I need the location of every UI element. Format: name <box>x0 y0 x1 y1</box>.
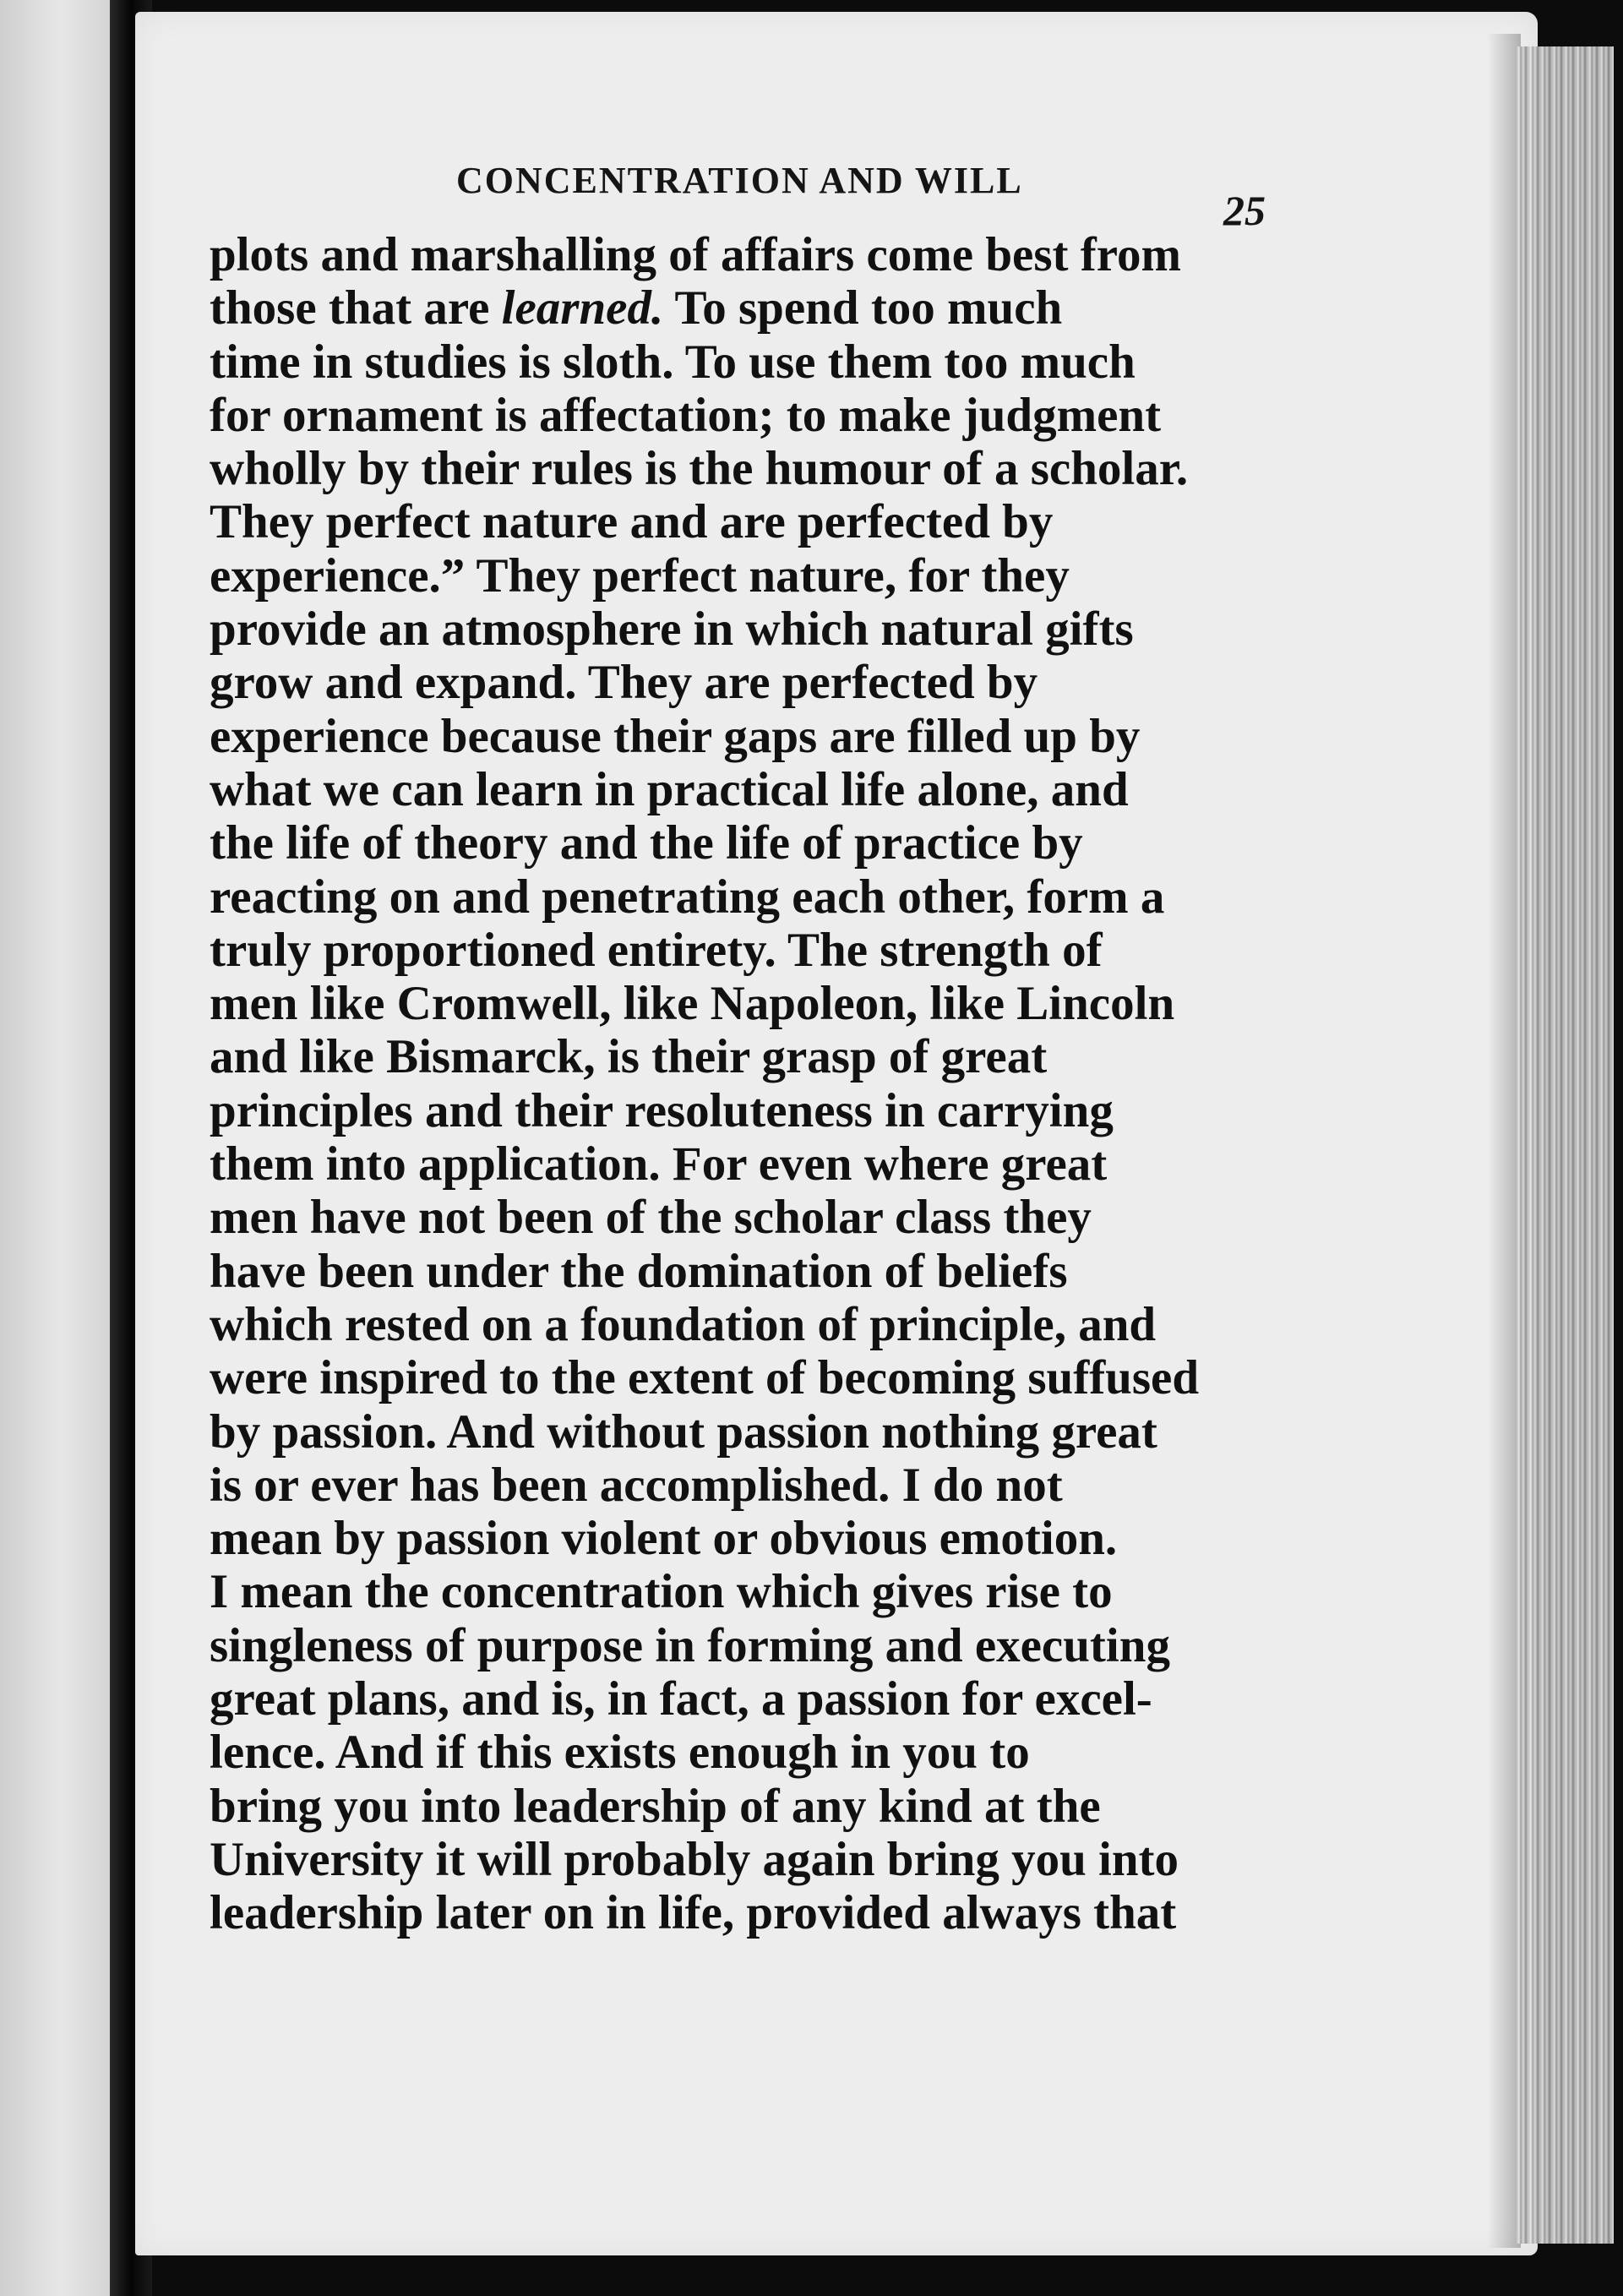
text-line: is or ever has been accomplished. I do not <box>210 1458 1063 1512</box>
text-line: men like Cromwell, like Napoleon, like Lincoln <box>210 977 1175 1031</box>
previous-page-edge <box>0 0 110 2296</box>
text-line: I mean the concentration which gives rise to <box>210 1565 1113 1619</box>
text-line: University it will probably again bring you into <box>210 1832 1179 1886</box>
body-text <box>210 228 1264 1940</box>
text-line: mean by passion violent or obvious emotion. <box>210 1512 1118 1566</box>
text-line: which rested on a foundation of principle, and <box>210 1297 1157 1351</box>
text-line <box>210 281 1264 335</box>
text-line: them into application. For even where great <box>210 1137 1108 1192</box>
text-fragment: those that are <box>210 281 502 335</box>
text-line: lence. And if this exists enough in you to <box>210 1726 1030 1780</box>
text-line: experience because their gaps are filled up by <box>210 709 1141 763</box>
text-line: have been under the domination of beliefs <box>210 1244 1068 1298</box>
text-line: and like Bismarck, is their grasp of great <box>210 1030 1048 1084</box>
page-edge-shadow <box>1487 34 1521 2248</box>
text-line: were inspired to the extent of becoming suffused <box>210 1351 1200 1405</box>
text-line: singleness of purpose in forming and executing <box>210 1618 1170 1672</box>
text-line: They perfect nature and are perfected by <box>210 495 1054 549</box>
text-line: leadership later on in life, provided always that <box>210 1886 1177 1940</box>
text-line: principles and their resoluteness in carrying <box>210 1083 1114 1137</box>
page-number: 25 <box>1223 187 1266 234</box>
text-line: by passion. And without passion nothing great <box>210 1404 1157 1459</box>
text-line: what we can learn in practical life alone, and <box>210 762 1129 816</box>
stacked-page-edges <box>1517 46 1614 2244</box>
text-line: provide an atmosphere in which natural gifts <box>210 603 1134 657</box>
text-line: truly proportioned entirety. The strength of <box>210 923 1103 977</box>
text-line: men have not been of the scholar class they <box>210 1191 1092 1245</box>
text-line: bring you into leadership of any kind at the <box>210 1779 1101 1833</box>
text-line: for ornament is affectation; to make judgment <box>210 388 1162 442</box>
text-line: reacting on and penetrating each other, form a <box>210 870 1165 924</box>
text-line: great plans, and is, in fact, a passion for excel- <box>210 1672 1152 1726</box>
text-line: grow and expand. They are perfected by <box>210 656 1038 710</box>
italic-word: learned. <box>501 281 664 335</box>
text-line: time in studies is sloth. To use them too much <box>210 335 1136 389</box>
text-line: the life of theory and the life of practice by <box>210 816 1083 870</box>
text-line: plots and marshalling of affairs come best from <box>210 228 1181 281</box>
text-line: experience.” They perfect nature, for they <box>210 548 1070 603</box>
text-fragment: To spend too much <box>663 281 1063 335</box>
text-line: wholly by their rules is the humour of a scholar. <box>210 442 1189 496</box>
running-head: CONCENTRATION AND WILL <box>456 160 1023 201</box>
